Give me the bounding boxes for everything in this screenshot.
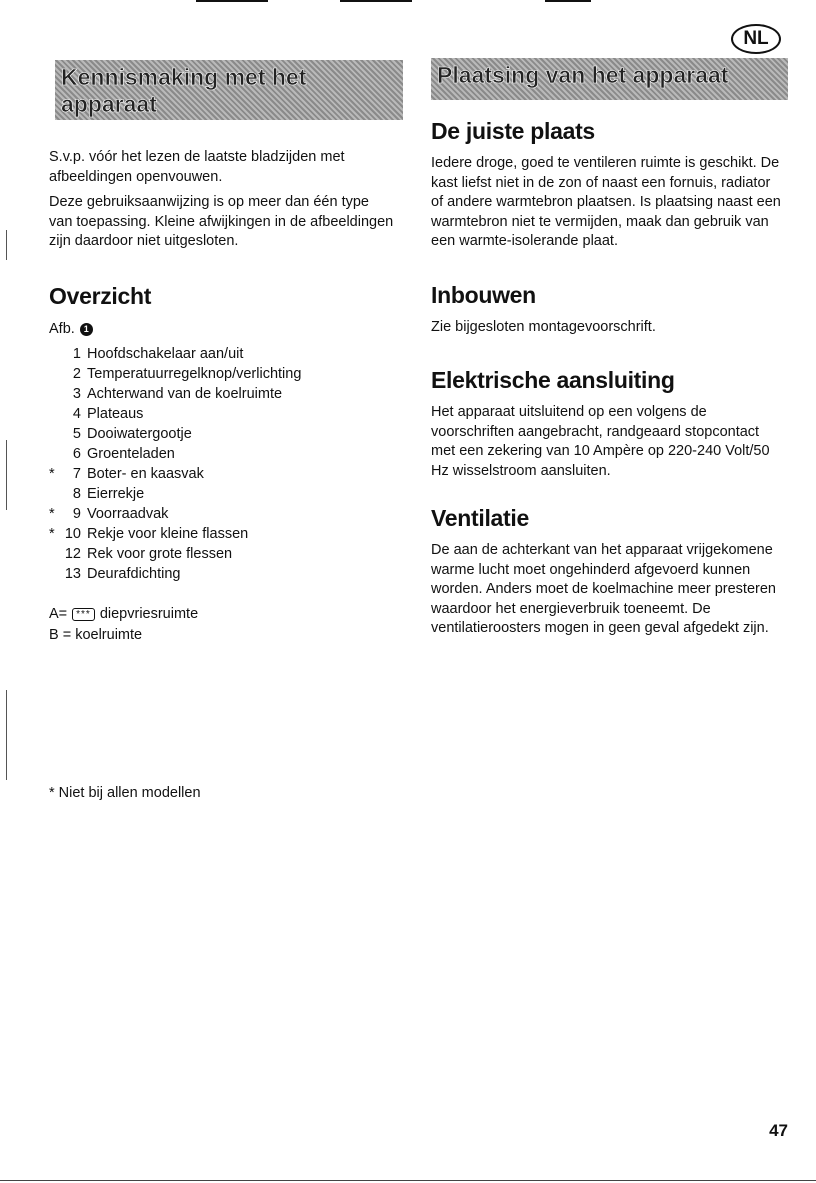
overview-section: [49, 283, 394, 646]
figure-label: Afb.: [49, 321, 75, 337]
part-label: Eierrekje: [87, 486, 145, 502]
parts-list-item: [49, 424, 394, 444]
model-note-mark: [49, 424, 61, 444]
section-heading: Ventilatie: [431, 505, 529, 531]
parts-list-item: [49, 384, 394, 404]
parts-list-item: [49, 364, 394, 384]
part-label: Hoofdschakelaar aan/uit: [87, 346, 244, 362]
part-number: 9: [72, 506, 81, 522]
model-note-mark: [49, 484, 61, 504]
part-label: Boter- en kaasvak: [87, 466, 204, 482]
part-label: Rek voor grote flessen: [87, 546, 233, 562]
intro-paragraph: S.v.p. vóór het lezen de laatste bladzijden met afbeeldingen openvouwen.: [49, 149, 345, 185]
left-section-band: Kennismaking met het apparaat: [55, 60, 403, 120]
model-note-mark: [49, 544, 61, 564]
margin-mark: [6, 440, 7, 510]
part-label: Rekje voor kleine flassen: [87, 526, 249, 542]
legend-fridge: B = koelruimte: [49, 627, 143, 643]
model-note-mark: [49, 444, 61, 464]
part-label: Temperatuurregelknop/verlichting: [87, 366, 302, 382]
parts-list-item: [49, 504, 394, 524]
parts-list-item: [49, 524, 394, 544]
freezer-star-icon: ***: [72, 608, 95, 621]
legend-text: diepvriesruimte: [99, 606, 199, 622]
parts-list-item: [49, 464, 394, 484]
part-number: 7: [72, 466, 81, 482]
section-text: Zie bijgesloten montagevoorschrift.: [431, 318, 656, 335]
top-rule: [196, 0, 268, 2]
parts-list-item: [49, 444, 394, 464]
parts-list: [49, 344, 394, 584]
section-heading: De juiste plaats: [431, 118, 595, 144]
model-note-mark: *: [49, 506, 55, 522]
page-number: 47: [769, 1121, 788, 1140]
part-number: 10: [64, 526, 81, 542]
legend-key: A=: [49, 606, 68, 622]
part-label: Deurafdichting: [87, 566, 181, 582]
part-label: Groenteladen: [87, 446, 175, 462]
model-note-mark: [49, 364, 61, 384]
right-section-band: Plaatsing van het apparaat: [431, 58, 788, 100]
section-text: Iedere droge, goed te ventileren ruimte is geschikt. De kast liefst niet in de zon of naast een fornuis, radiator of andere warmtebron plaatsen. Is plaatsing naast een warmtebron niet te vermijden, maak dan gebruik van een warmte-isolerande plaat.: [431, 155, 781, 249]
section: [431, 505, 781, 639]
model-note-mark: *: [49, 526, 55, 542]
parts-list-item: [49, 564, 394, 584]
section: [431, 118, 781, 252]
right-column: [431, 118, 781, 639]
section-heading: Elektrische aansluiting: [431, 367, 675, 393]
model-note-mark: [49, 564, 61, 584]
figure-reference: [49, 321, 394, 337]
bottom-rule: [0, 1180, 816, 1181]
part-label: Plateaus: [87, 406, 144, 422]
parts-list-item: [49, 484, 394, 504]
legend: [49, 604, 394, 646]
top-rule: [545, 0, 591, 2]
footnote: * Niet bij allen modellen: [49, 785, 201, 801]
part-number: 4: [72, 406, 81, 422]
parts-list-item: [49, 544, 394, 564]
part-number: 3: [72, 386, 81, 402]
left-column: [49, 148, 394, 252]
model-note-mark: [49, 404, 61, 424]
part-label: Voorraadvak: [87, 506, 169, 522]
section: [431, 367, 781, 481]
part-number: 2: [72, 366, 81, 382]
legend-freezer: [49, 604, 394, 625]
language-badge: NL: [731, 24, 781, 54]
model-note-mark: [49, 344, 61, 364]
part-number: 12: [64, 546, 81, 562]
part-number: 8: [72, 486, 81, 502]
part-label: Achterwand van de koelruimte: [87, 386, 283, 402]
figure-number-icon: 1: [80, 323, 93, 336]
part-number: 1: [72, 346, 81, 362]
section-text: Het apparaat uitsluitend op een volgens de voorschriften aangebracht, randgeaard stopcontact met een zekering van 10 Ampère op 220-240 Volt/50 Hz wisselstroom aansluiten.: [431, 404, 770, 479]
part-number: 6: [72, 446, 81, 462]
model-note-mark: [49, 384, 61, 404]
part-number: 13: [64, 566, 81, 582]
intro-paragraph: Deze gebruiksaanwijzing is op meer dan één type van toepassing. Kleine afwijkingen in de afbeeldingen zijn daardoor niet uitgesloten.: [49, 194, 394, 249]
section-heading: Inbouwen: [431, 281, 536, 308]
top-rule: [340, 0, 412, 2]
overview-heading: Overzicht: [49, 283, 152, 309]
part-label: Dooiwatergootje: [87, 426, 192, 442]
parts-list-item: [49, 404, 394, 424]
parts-list-item: [49, 344, 394, 364]
margin-mark: [6, 230, 7, 260]
margin-mark: [6, 690, 7, 780]
model-note-mark: *: [49, 466, 55, 482]
part-number: 5: [72, 426, 81, 442]
section-text: De aan de achterkant van het apparaat vrijgekomene warme lucht moet ongehinderd afgevoerd kunnen worden. Anders moet de koelmachine meer presteren waardoor het energieverbruik toeneemt. De ventilatieroosters mogen in geen geval afgedekt zijn.: [431, 542, 776, 636]
section: [431, 282, 781, 338]
